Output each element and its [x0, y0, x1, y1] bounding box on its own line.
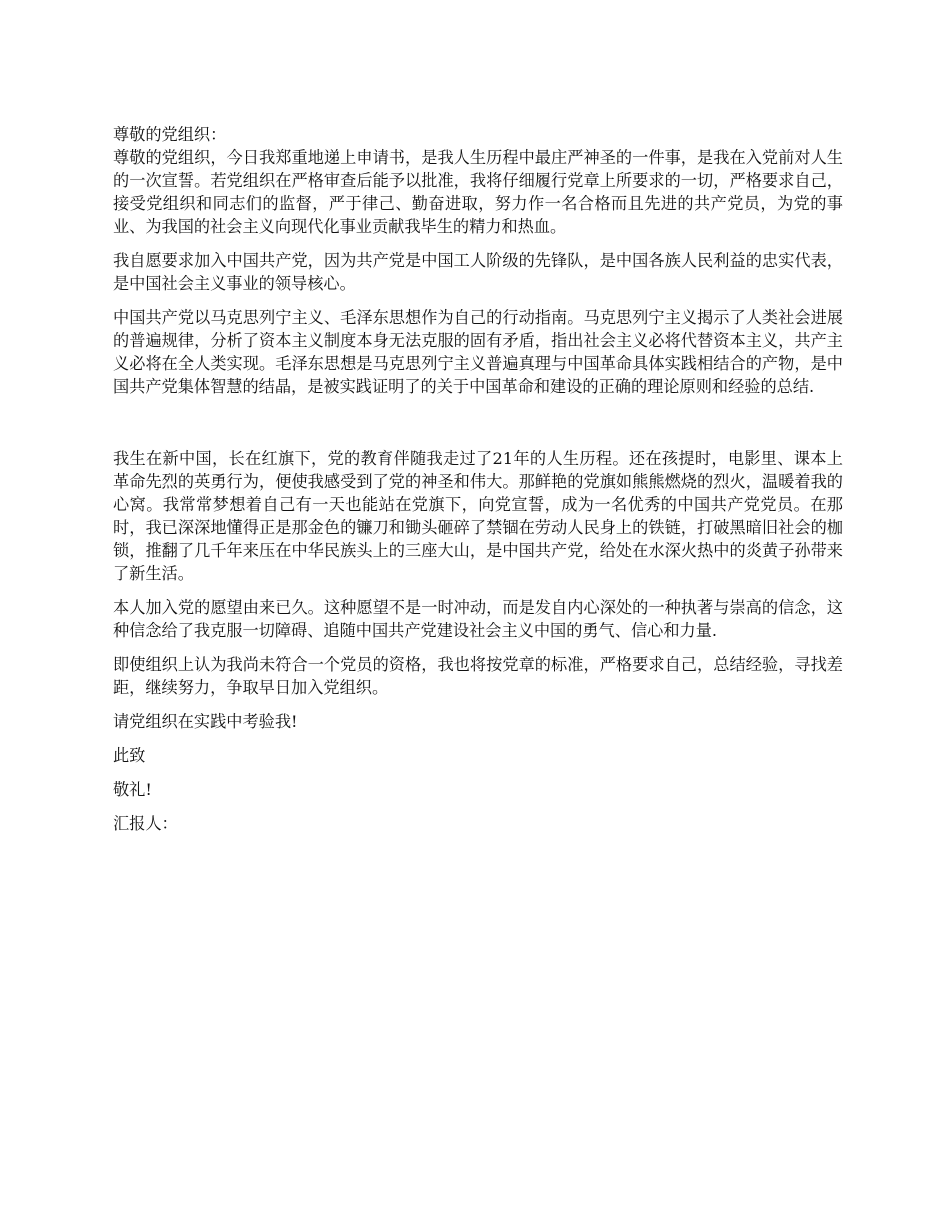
paragraph-gap [113, 409, 843, 447]
paragraph-1: 尊敬的党组织，今日我郑重地递上申请书，是我人生历程中最庄严神圣的一件事，是我在入党前对人生的一次宣誓。若党组织在严格审查后能予以批准，我将仔细履行党章上所要求的一切，严格要求自己，接受党组织和同志们的监督，严于律己、勤奋进取，努力作一名合格而且先进的共产党员，为党的事业、为我国的社会主义向现代化事业贡献我毕生的精力和热血。 [113, 148, 843, 236]
paragraph-4: 我生在新中国，长在红旗下，党的教育伴随我走过了21年的人生历程。还在孩提时，电影里、课本上革命先烈的英勇行为，便使我感受到了党的神圣和伟大。那鲜艳的党旗如熊熊燃烧的烈火，温暖着我的心窝。我常常梦想着自己有一天也能站在党旗下，向党宣誓，成为一名优秀的中国共产党党员。在那时，我已深深地懂得正是那金色的镰刀和锄头砸碎了禁锢在劳动人民身上的铁链，打破黑暗旧社会的枷锁，推翻了几千年来压在中华民族头上的三座大山，是中国共产党，给处在水深火热中的炎黄子孙带来了新生活。 [113, 449, 843, 583]
paragraph-5: 本人加入党的愿望由来已久。这种愿望不是一时冲动，而是发自内心深处的一种执著与崇高的信念，这种信念给了我克服一切障碍、追随中国共产党建设社会主义中国的勇气、信心和力量. [113, 598, 843, 640]
signature-label: 汇报人： [113, 814, 178, 833]
paragraph-7: 请党组织在实践中考验我! [113, 712, 298, 731]
letter-body [113, 123, 843, 846]
paragraph-2: 我自愿要求加入中国共产党，因为共产党是中国工人阶级的先锋队，是中国各族人民利益的忠实代表，是中国社会主义事业的领导核心。 [113, 251, 843, 293]
salutation: 尊敬的党组织： [113, 125, 227, 144]
closing-line-1: 此致 [113, 746, 146, 765]
closing-line-2: 敬礼! [113, 780, 152, 799]
paragraph-3: 中国共产党以马克思列宁主义、毛泽东思想作为自己的行动指南。马克思列宁主义揭示了人类社会进展的普遍规律，分析了资本主义制度本身无法克服的固有矛盾，指出社会主义必将代替资本主义，共产主义必将在全人类实现。毛泽东思想是马克思列宁主义普遍真理与中国革命具体实践相结合的产物，是中国共产党集体智慧的结晶，是被实践证明了的关于中国革命和建设的正确的理论原则和经验的总结. [113, 308, 843, 396]
paragraph-6: 即使组织上认为我尚未符合一个党员的资格，我也将按党章的标准，严格要求自己，总结经验，寻找差距，继续努力，争取早日加入党组织。 [113, 655, 843, 697]
